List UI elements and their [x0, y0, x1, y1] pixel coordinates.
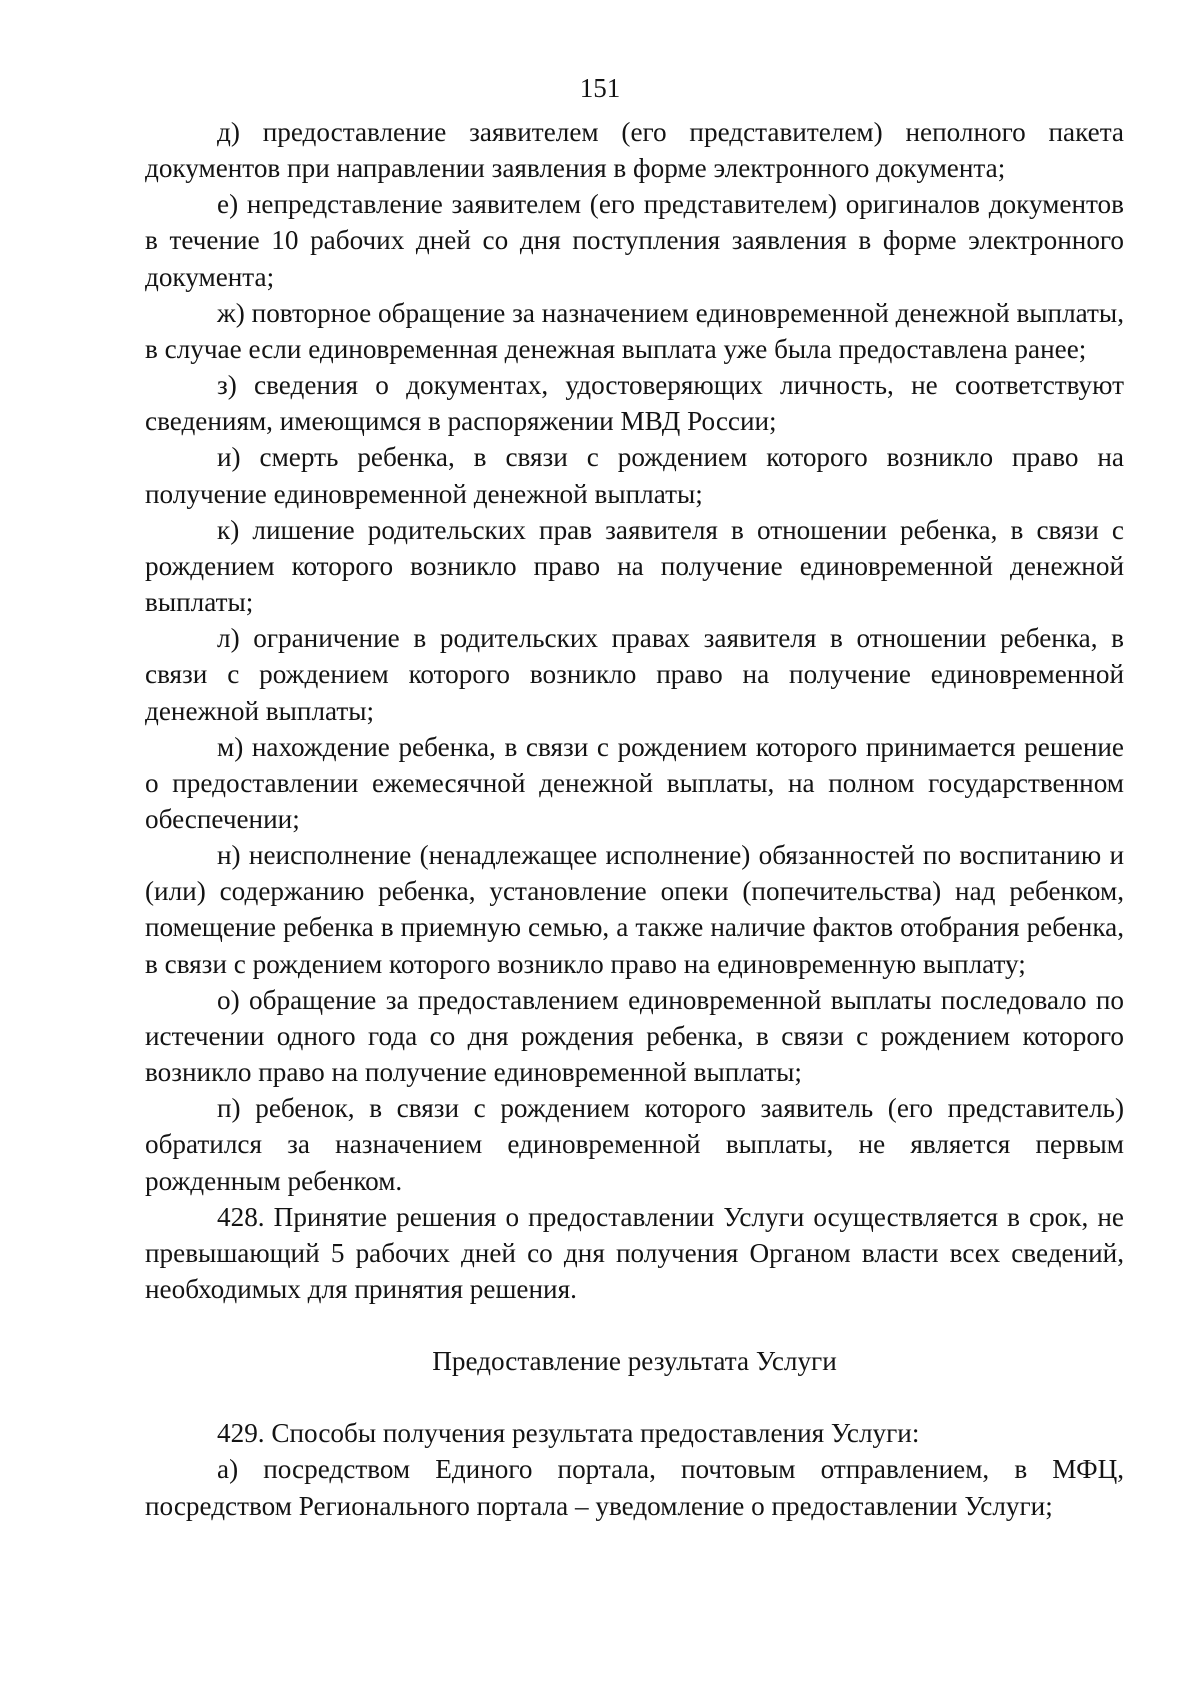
paragraph-o: о) обращение за предоставлением единовременной выплаты последовало по истечении одного года со дня рождения ребенка, в связи с рождением которого возникло право на получение единовременной выплаты; [145, 984, 1124, 1088]
page-number: 151 [579, 73, 621, 103]
paragraph-l: л) ограничение в родительских правах заявителя в отношении ребенка, в связи с рождением которого возникло право на получение единовременной денежной выплаты; [145, 623, 1124, 726]
paragraph-e: е) непредставление заявителем (его представителем) оригиналов документов в течение 10 рабочих дней со дня поступления заявления в форме электронного документа; [145, 189, 1124, 292]
paragraph-k: к) лишение родительских прав заявителя в отношении ребенка, в связи с рождением которого возникло право на получение единовременной денежной выплаты; [145, 514, 1124, 618]
paragraph-i: и) смерть ребенка, в связи с рождением которого возникло право на получение единовременной денежной выплаты; [145, 442, 1124, 509]
paragraph-429-a: а) посредством Единого портала, почтовым отправлением, в МФЦ, посредством Регионального портала – уведомление о предоставлении Услуги; [145, 1454, 1124, 1521]
section-heading: Предоставление результата Услуги [432, 1346, 837, 1377]
document-body [145, 114, 1124, 1524]
paragraph-zh: ж) повторное обращение за назначением единовременной денежной выплаты, в случае если единовременная денежная выплата уже была предоставлена ранее; [145, 297, 1124, 364]
paragraph-p: п) ребенок, в связи с рождением которого заявитель (его представитель) обратился за назначением единовременной выплаты, не является первым рожденным ребенком. [145, 1093, 1124, 1196]
paragraph-n: н) неисполнение (ненадлежащее исполнение) обязанностей по воспитанию и (или) содержанию ребенка, установление опеки (попечительства) над ребенком, помещение ребенка в приемную семью, а также наличие фактов отобрания ребенка, в связи с рождением которого возникло право на единовременную выплату; [145, 840, 1124, 979]
paragraph-m: м) нахождение ребенка, в связи с рождением которого принимается решение о предоставлении ежемесячной денежной выплаты, на полном государственном обеспечении; [145, 731, 1124, 834]
paragraph-d: д) предоставление заявителем (его представителем) неполного пакета документов при направлении заявления в форме электронного документа; [145, 117, 1124, 184]
paragraph-429: 429. Способы получения результата предоставления Услуги: [217, 1418, 920, 1449]
paragraph-z: з) сведения о документах, удостоверяющих личность, не соответствуют сведениям, имеющимся в распоряжении МВД России; [145, 370, 1124, 437]
paragraph-428: 428. Принятие решения о предоставлении Услуги осуществляется в срок, не превышающий 5 рабочих дней со дня получения Органом власти всех сведений, необходимых для принятия решения. [145, 1201, 1124, 1304]
